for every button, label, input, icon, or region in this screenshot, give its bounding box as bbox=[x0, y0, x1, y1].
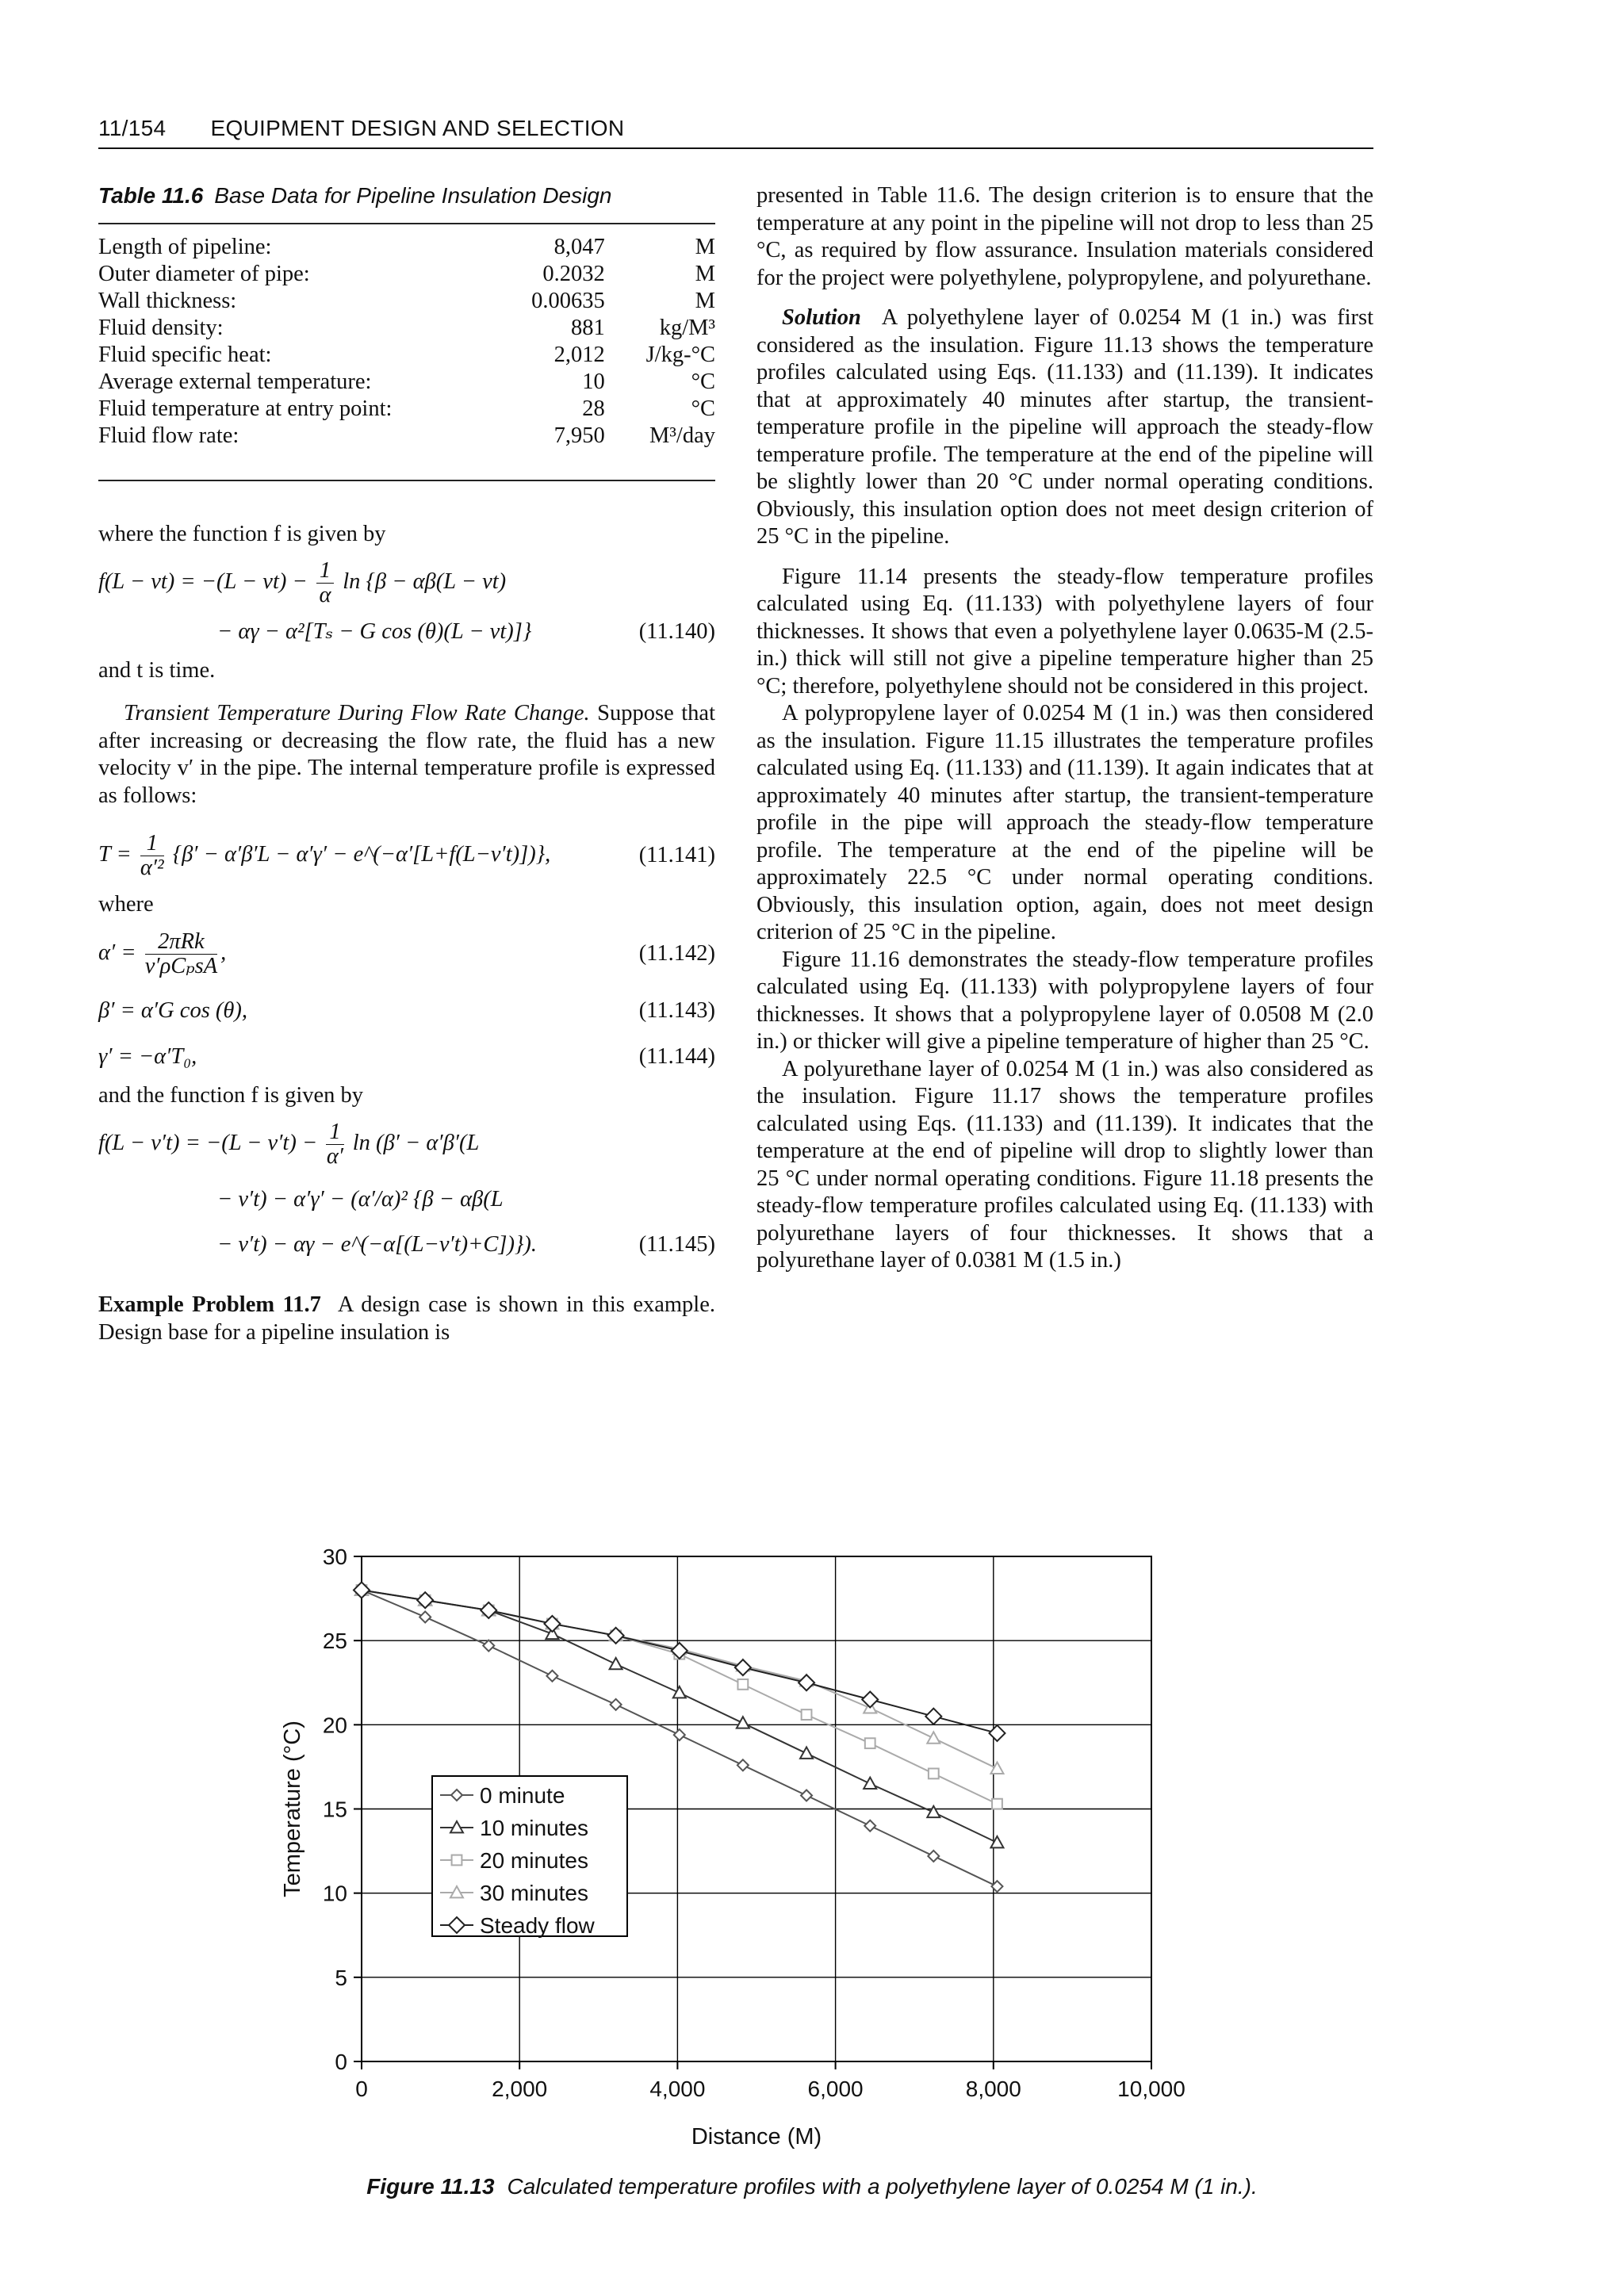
legend-label: 30 minutes bbox=[480, 1881, 588, 1905]
example-title: Example Problem 11.7 bbox=[98, 1292, 321, 1317]
data-point bbox=[737, 1679, 748, 1690]
eq-part: T = bbox=[98, 842, 132, 867]
table-cell-value: 8,047 bbox=[553, 234, 605, 259]
y-tick-label: 15 bbox=[322, 1797, 347, 1822]
paragraph: A polyurethane layer of 0.0254 M (1 in.) was also considered as the insulation. Figure 11.17 shows the temperature profiles calculated using Eqs. (11.133) and (11.139). It indicates that the temperature at the end of pipeline will drop to slightly lower than 25 °C under normal operating conditions. Figure 11.18 presents the steady-flow temperature profiles calculated using Eq. (11.133) with polyurethane layers of four thicknesses. It shows that a polyurethane layer of 0.0381 M (1.5 in.) bbox=[756, 1056, 1373, 1273]
x-tick-label: 8,000 bbox=[965, 2077, 1021, 2101]
data-point bbox=[546, 1671, 557, 1682]
data-point bbox=[483, 1640, 494, 1652]
data-point bbox=[927, 1732, 940, 1743]
x-tick-label: 10,000 bbox=[1117, 2077, 1185, 2101]
data-series bbox=[355, 1583, 1003, 1773]
table-cell-name: Average external temperature: bbox=[98, 369, 372, 394]
eq-part: {β′ − α′β′L − α′γ′ − e^(−α′[L+f(L−v′t)])}, bbox=[172, 842, 551, 867]
paragraph-text: A polyethylene layer of 0.0254 M (1 in.) was first considered as the insulation. Figure 11.13 shows the temperature profiles calculated using Eqs. (11.133) and (11.139). It indicates that at approximately 40 minutes after startup, the transient-temperature profile in the pipeline will approach the steady-flow temperature profile. The temperature at the end of the pipeline will be slightly lower than 20 °C under normal operating conditions. Obviously, this insulation option does not meet design criterion of 25 °C in the pipeline. bbox=[756, 305, 1373, 549]
paragraph-text: A design case is shown in this example. Design base for a pipeline insulation is bbox=[98, 1292, 715, 1345]
run-in-heading: Transient Temperature During Flow Rate Change. bbox=[124, 701, 590, 725]
legend-label: 20 minutes bbox=[480, 1848, 588, 1873]
table-cell-unit: M bbox=[695, 234, 715, 259]
eq-part: ln (β′ − α′β′(L bbox=[352, 1131, 480, 1156]
data-point bbox=[992, 1799, 1002, 1809]
x-tick-label: 0 bbox=[355, 2077, 368, 2101]
eq-part: − v′t) − αγ − e^(−α[(L−v′t)+C])}). bbox=[217, 1231, 537, 1257]
table-cell-value: 0.2032 bbox=[542, 261, 605, 286]
data-point bbox=[452, 1855, 462, 1866]
data-point bbox=[799, 1675, 814, 1690]
eq-part: β′ = α′G cos (θ), bbox=[98, 997, 248, 1023]
data-point bbox=[737, 1759, 749, 1770]
table-cell-name: Fluid specific heat: bbox=[98, 342, 272, 367]
eq-part: − αγ − α²[Tₛ − G cos (θ)(L − vt)]} bbox=[217, 619, 532, 644]
data-point bbox=[864, 1778, 876, 1789]
paragraph: and t is time. bbox=[98, 657, 216, 683]
numerator: 2πRk bbox=[145, 930, 217, 955]
x-tick-label: 6,000 bbox=[807, 2077, 864, 2101]
chart-legend bbox=[432, 1776, 627, 1938]
y-tick-label: 0 bbox=[335, 2050, 347, 2074]
solution-heading: Solution bbox=[782, 305, 861, 330]
data-point bbox=[800, 1747, 813, 1758]
table-cell-unit: J/kg-°C bbox=[645, 342, 715, 367]
paragraph: presented in Table 11.6. The design criterion is to ensure that the temperature at any point in the pipeline will not drop to less than 25 °C, as required by flow assurance. Insulation materials considered for the project were polyethylene, polypropylene, and polyurethane. bbox=[756, 183, 1373, 290]
table-cell-value: 0.00635 bbox=[531, 288, 605, 313]
eq-part: − v′t) − α′γ′ − (α′/α)² {β − αβ(L bbox=[217, 1187, 504, 1212]
equation-number: (11.142) bbox=[638, 940, 715, 966]
table-cell-value: 28 bbox=[582, 396, 605, 421]
equation-number: (11.144) bbox=[638, 1044, 715, 1069]
table-cell-unit: °C bbox=[691, 369, 715, 394]
data-point bbox=[737, 1717, 749, 1728]
x-axis-label: Distance (M) bbox=[691, 2124, 822, 2149]
table-cell-value: 2,012 bbox=[553, 342, 605, 367]
eq-part: α′ = bbox=[98, 940, 136, 965]
data-series bbox=[354, 1582, 1005, 1740]
table-cell-unit: kg/M³ bbox=[659, 315, 715, 340]
x-tick-label: 4,000 bbox=[649, 2077, 706, 2101]
paragraph: and the function f is given by bbox=[98, 1082, 364, 1108]
y-tick-label: 25 bbox=[322, 1629, 347, 1654]
table-cell-name: Fluid density: bbox=[98, 315, 224, 340]
table-cell-name: Fluid flow rate: bbox=[98, 423, 239, 448]
data-point bbox=[865, 1738, 875, 1748]
legend-label: Steady flow bbox=[480, 1913, 595, 1938]
table-cell-name: Fluid temperature at entry point: bbox=[98, 396, 393, 421]
data-point bbox=[801, 1790, 812, 1801]
data-point bbox=[802, 1709, 812, 1720]
paragraph: Figure 11.16 demonstrates the steady-flow temperature profiles calculated using Eq. (11.133) with polypropylene layers of four thicknesses. It shows that a polypropylene layer of 0.0508 M (2.0 in.) or thicker will give a pipeline temperature of higher than 25 °C. bbox=[756, 947, 1373, 1054]
data-point bbox=[990, 1763, 1003, 1774]
y-tick-label: 10 bbox=[322, 1881, 347, 1906]
table-cell-unit: °C bbox=[691, 396, 715, 421]
data-point bbox=[864, 1820, 875, 1832]
data-point bbox=[925, 1709, 941, 1725]
table-cell-unit: M³/day bbox=[649, 423, 715, 448]
figure-caption bbox=[0, 2174, 1624, 2199]
paragraph: where bbox=[98, 892, 154, 917]
eq-part: ln {β − αβ(L − vt) bbox=[343, 569, 507, 595]
paragraph: A polypropylene layer of 0.0254 M (1 in.) was then considered as the insulation. Figure 11.15 illustrates the temperature profiles calculated using Eq. (11.133) and (11.139). It again indicates that at approximately 40 minutes after startup, the transient-temperature profile in the pipe will approach the steady-flow temperature profile. The temperature at the end of the pipeline will be approximately 22.5 °C under normal operating conditions. Obviously, this insulation option, again, does not meet design criterion of 25 °C in the pipeline. bbox=[756, 701, 1373, 944]
data-point bbox=[989, 1725, 1005, 1741]
x-tick-label: 2,000 bbox=[492, 2077, 548, 2101]
paragraph: Figure 11.14 presents the steady-flow temperature profiles calculated using Eq. (11.133) with polyethylene layers of four thicknesses. It shows that even a polyethylene layer 0.0635-M (2.5-in.) thick will still not give a pipeline temperature higher than 25 °C; therefore, polyethylene should not be considered in this project. bbox=[756, 564, 1373, 699]
figure-caption-text: Calculated temperature profiles with a polyethylene layer of 0.0254 M (1 in.). bbox=[507, 2174, 1258, 2199]
denominator: v′ρCₚsA bbox=[144, 953, 218, 978]
data-point bbox=[927, 1806, 940, 1817]
fraction: $\frac{1}{\alpha'}$ bbox=[326, 1120, 344, 1169]
data-point bbox=[929, 1769, 939, 1779]
data-point bbox=[990, 1836, 1003, 1847]
figure-label: Figure 11.13 bbox=[366, 2174, 495, 2199]
data-point bbox=[735, 1659, 751, 1675]
data-point bbox=[928, 1851, 939, 1862]
section-title: EQUIPMENT DESIGN AND SELECTION bbox=[210, 116, 625, 140]
fraction: $\frac{1}{\alpha}$ bbox=[316, 559, 334, 607]
table-cell-name: Outer diameter of pipe: bbox=[98, 261, 310, 286]
eq-part: f(L − vt) = −(L − vt) − bbox=[98, 569, 308, 595]
y-tick-label: 30 bbox=[322, 1545, 347, 1569]
series-line bbox=[362, 1590, 997, 1768]
data-point bbox=[610, 1658, 622, 1669]
table-title: Base Data for Pipeline Insulation Design bbox=[214, 183, 612, 208]
equation-number: (11.145) bbox=[638, 1231, 715, 1257]
data-point bbox=[611, 1699, 622, 1710]
table-cell-value: 7,950 bbox=[553, 423, 605, 448]
fraction: $\frac{1}{\text{α′²}}$ bbox=[140, 831, 164, 880]
y-tick-label: 20 bbox=[322, 1713, 347, 1738]
equation-number: (11.143) bbox=[638, 997, 715, 1023]
data-point bbox=[674, 1729, 685, 1740]
paragraph: where the function f is given by bbox=[98, 521, 386, 546]
y-axis-label: Temperature (°C) bbox=[280, 1721, 305, 1897]
series-line bbox=[362, 1590, 997, 1732]
data-point bbox=[419, 1611, 431, 1622]
y-tick-label: 5 bbox=[335, 1965, 347, 1990]
table-cell-unit: M bbox=[695, 261, 715, 286]
table-cell-name: Wall thickness: bbox=[98, 288, 237, 313]
legend-label: 10 minutes bbox=[480, 1816, 588, 1840]
equation-11-142: α′ = $\frac{\text{2πRk}}{\text{v′ρCₚsA}}$ , (11.142) bbox=[98, 928, 715, 978]
equation-number: (11.141) bbox=[638, 843, 715, 868]
eq-part: γ′ = −α′T₀, bbox=[98, 1044, 197, 1069]
paragraph-text: Suppose that after increasing or decreasing the flow rate, the fluid has a new velocity v′ in the pipe. The internal temperature profile is expressed as follows: bbox=[98, 701, 715, 808]
table-cell-value: 10 bbox=[582, 369, 605, 394]
equation-number: (11.140) bbox=[638, 619, 715, 644]
table-cell-name: Length of pipeline: bbox=[98, 234, 272, 259]
table-cell-unit: M bbox=[695, 288, 715, 313]
table-label: Table 11.6 bbox=[98, 183, 204, 208]
page-number: 11/154 bbox=[98, 116, 167, 140]
eq-part: f(L − v′t) = −(L − v′t) − bbox=[98, 1131, 318, 1156]
table-cell-value: 881 bbox=[571, 315, 605, 340]
legend-label: 0 minute bbox=[480, 1783, 565, 1808]
data-point bbox=[673, 1686, 686, 1698]
